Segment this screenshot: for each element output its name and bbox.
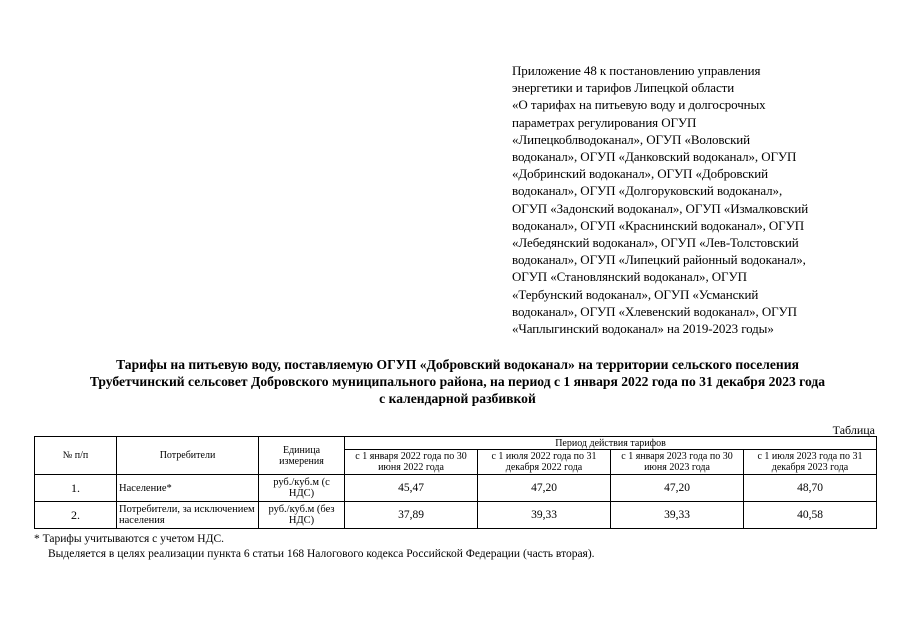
tariff-table <box>34 436 877 529</box>
annex-line: «Липецкоблводоканал», ОГУП «Воловский <box>512 131 750 147</box>
annex-line: ОГУП «Становлянский водоканал», ОГУП <box>512 269 747 285</box>
document-title <box>20 356 895 407</box>
annex-line: «О тарифах на питьевую воду и долгосрочных <box>512 97 766 113</box>
header-period-1: с 1 января 2022 года по 30 июня 2022 года <box>345 450 478 475</box>
footnote-vat: * Тарифы учитываются с учетом НДС. <box>34 533 224 545</box>
tariff-value: 47,20 <box>611 475 744 502</box>
header-period: Период действия тарифов <box>345 437 877 450</box>
row-num: 1. <box>35 475 117 502</box>
annex-line: параметрах регулирования ОГУП <box>512 114 697 130</box>
row-consumer: Потребители, за исключением населения <box>117 502 259 529</box>
title-line: Трубетчинский сельсовет Добровского муниципального района, на период с 1 января 2022 года по 31 декабря 2023 года <box>89 374 826 389</box>
header-consumers: Потребители <box>117 437 259 475</box>
header-period-4: с 1 июля 2023 года по 31 декабря 2023 года <box>744 450 877 475</box>
header-period-3: с 1 января 2023 года по 30 июня 2023 года <box>611 450 744 475</box>
table-caption: Таблица <box>832 423 875 437</box>
tariff-value: 37,89 <box>345 502 478 529</box>
tariff-value: 39,33 <box>611 502 744 529</box>
annex-line: ОГУП «Задонский водоканал», ОГУП «Измалковский <box>512 200 809 216</box>
row-num: 2. <box>35 502 117 529</box>
annex-line: водоканал», ОГУП «Долгоруковский водоканал», <box>512 183 783 199</box>
annex-reference <box>512 62 872 337</box>
table-row <box>35 502 877 529</box>
tariff-value: 40,58 <box>744 502 877 529</box>
header-period-2: с 1 июля 2022 года по 31 декабря 2022 года <box>478 450 611 475</box>
header-num: № п/п <box>35 437 117 475</box>
tariff-value: 45,47 <box>345 475 478 502</box>
row-unit: руб./куб.м (без НДС) <box>259 502 345 529</box>
annex-line: «Лебедянский водоканал», ОГУП «Лев-Толстовский <box>512 235 799 251</box>
row-unit: руб./куб.м (с НДС) <box>259 475 345 502</box>
annex-line: водоканал», ОГУП «Липецкий районный водоканал», <box>512 252 806 268</box>
annex-line: «Чаплыгинский водоканал» на 2019-2023 годы» <box>512 321 774 337</box>
title-line: с календарной разбивкой <box>379 391 536 406</box>
header-unit: Единица измерения <box>259 437 345 475</box>
annex-line: энергетики и тарифов Липецкой области <box>512 80 735 96</box>
footnotes <box>34 532 595 562</box>
row-consumer: Население* <box>117 475 259 502</box>
tariff-value: 48,70 <box>744 475 877 502</box>
annex-line: водоканал», ОГУП «Данковский водоканал», ОГУП <box>512 149 797 165</box>
title-line: Тарифы на питьевую воду, поставляемую ОГУП «Добровский водоканал» на территории сельского поселения <box>116 357 799 372</box>
annex-line: «Добринский водоканал», ОГУП «Добровский <box>512 166 768 182</box>
annex-line: Приложение 48 к постановлению управления <box>512 63 761 78</box>
annex-line: водоканал», ОГУП «Хлевенский водоканал», ОГУП <box>512 303 797 319</box>
tariff-value: 47,20 <box>478 475 611 502</box>
footnote-legal: Выделяется в целях реализации пункта 6 статьи 168 Налогового кодекса Российской Федерации (часть вторая). <box>48 548 595 560</box>
annex-line: «Тербунский водоканал», ОГУП «Усманский <box>512 286 759 302</box>
annex-line: водоканал», ОГУП «Краснинский водоканал», ОГУП <box>512 217 804 233</box>
tariff-value: 39,33 <box>478 502 611 529</box>
table-row <box>35 475 877 502</box>
